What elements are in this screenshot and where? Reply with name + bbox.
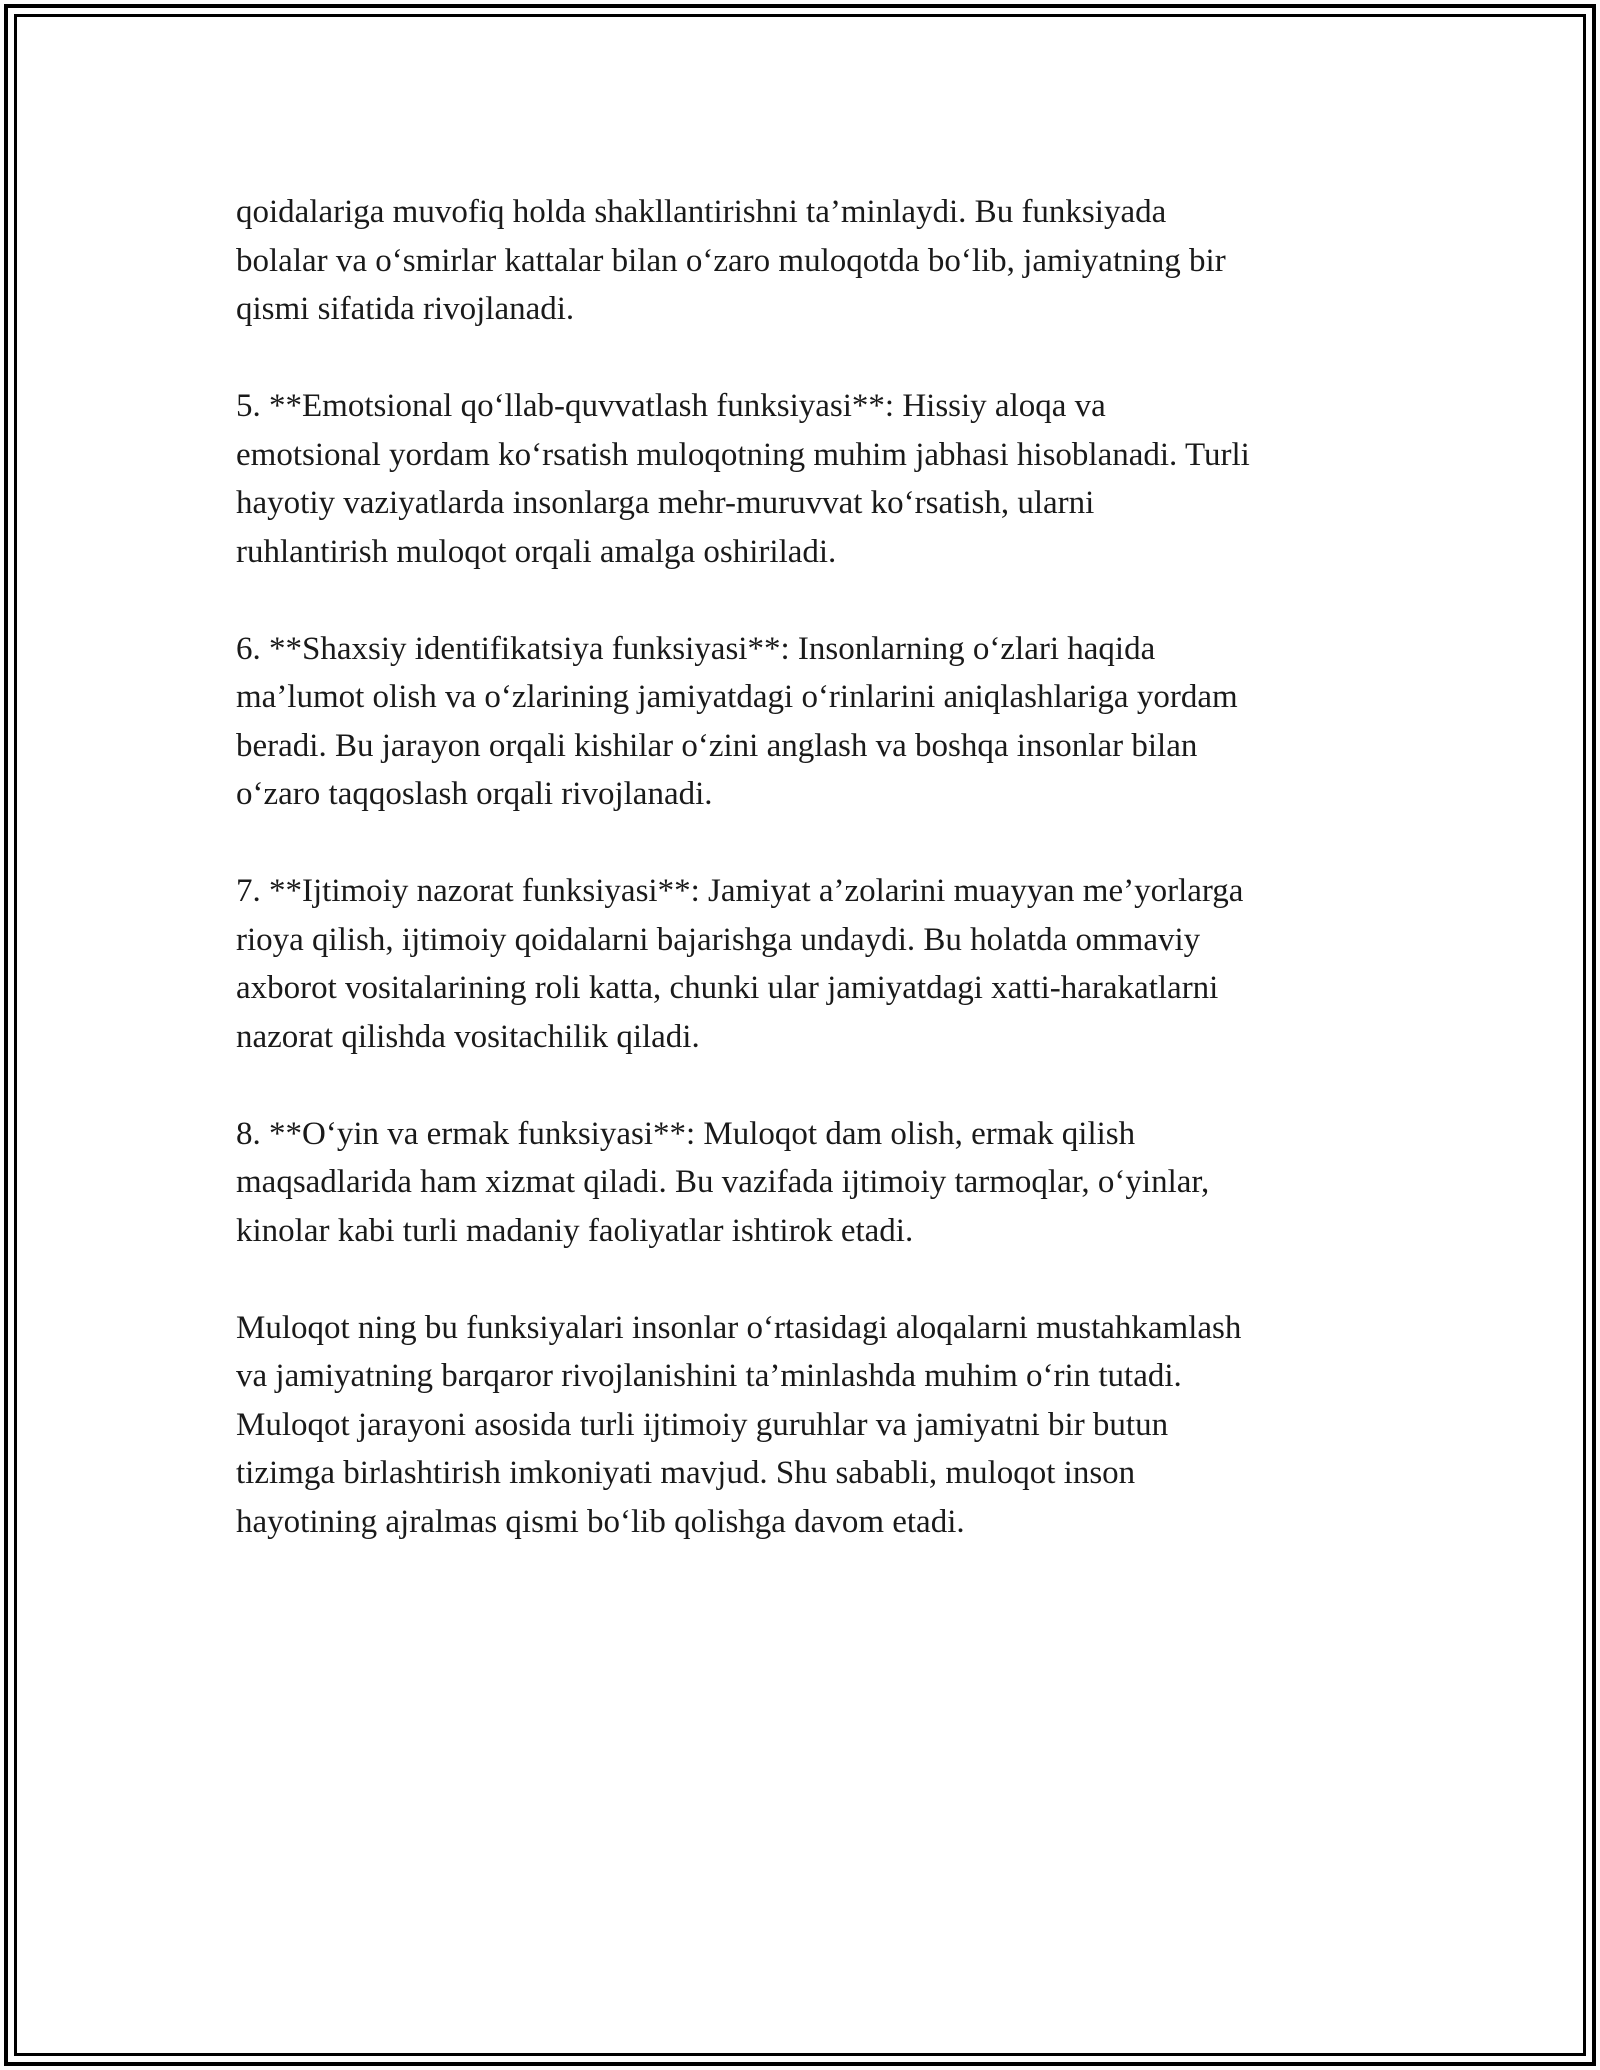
text-line: 6. **Shaxsiy identifikatsiya funksiyasi**: Insonlarning o‘zlari haqida — [236, 630, 1156, 667]
text-line: emotsional yordam ko‘rsatish muloqotning muhim jabhasi hisoblanadi. Turli — [236, 436, 1250, 473]
text-line: maqsadlarida ham xizmat qiladi. Bu vazifada ijtimoiy tarmoqlar, o‘yinlar, — [236, 1164, 1210, 1200]
paragraph-item-8 — [236, 1110, 1386, 1256]
text-line: hayotiy vaziyatlarda insonlarga mehr-muruvvat ko‘rsatish, ularni — [236, 485, 1095, 521]
text-line: bolalar va o‘smirlar kattalar bilan o‘zaro muloqotda bo‘lib, jamiyatning bir — [236, 242, 1226, 279]
text-line: o‘zaro taqqoslash orqali rivojlanadi. — [236, 776, 713, 812]
text-line: nazorat qilishda vositachilik qiladi. — [236, 1018, 700, 1055]
text-line: Muloqot ning bu funksiyalari insonlar o‘rtasidagi aloqalarni mustahkamlash — [236, 1309, 1242, 1346]
text-line: ma’lumot olish va o‘zlarining jamiyatdagi o‘rinlarini aniqlashlariga yordam — [236, 679, 1238, 715]
text-line: 8. **O‘yin va ermak funksiyasi**: Muloqot dam olish, ermak qilish — [236, 1115, 1136, 1152]
text-line: tizimga birlashtirish imkoniyati mavjud. Shu sababli, muloqot inson — [236, 1455, 1136, 1491]
text-line: 5. **Emotsional qo‘llab-quvvatlash funksiyasi**: Hissiy aloqa va — [236, 388, 1106, 424]
paragraph-intro-continuation — [236, 188, 1386, 334]
paragraph-conclusion — [236, 1304, 1386, 1547]
text-line: axborot vositalarining roli katta, chunki ular jamiyatdagi xatti-harakatlarni — [236, 970, 1219, 1006]
document-body — [236, 188, 1386, 1546]
paragraph-item-6 — [236, 625, 1386, 819]
text-line: va jamiyatning barqaror rivojlanishini ta’minlashda muhim o‘rin tutadi. — [236, 1358, 1182, 1394]
text-line: beradi. Bu jarayon orqali kishilar o‘zini anglash va boshqa insonlar bilan — [236, 727, 1198, 764]
text-line: Muloqot jarayoni asosida turli ijtimoiy guruhlar va jamiyatni bir butun — [236, 1406, 1169, 1443]
text-line: qismi sifatida rivojlanadi. — [236, 291, 575, 327]
text-line: 7. **Ijtimoiy nazorat funksiyasi**: Jamiyat a’zolarini muayyan me’yorlarga — [236, 873, 1244, 909]
text-line: ruhlantirish muloqot orqali amalga oshiriladi. — [236, 533, 837, 570]
text-line: rioya qilish, ijtimoiy qoidalarni bajarishga undaydi. Bu holatda ommaviy — [236, 921, 1201, 958]
paragraph-item-7 — [236, 867, 1386, 1061]
paragraph-item-5 — [236, 382, 1386, 576]
text-line: kinolar kabi turli madaniy faoliyatlar ishtirok etadi. — [236, 1212, 914, 1249]
text-line: hayotining ajralmas qismi bo‘lib qolishga davom etadi. — [236, 1503, 965, 1540]
text-line: qoidalariga muvofiq holda shakllantirishni ta’minlaydi. Bu funksiyada — [236, 194, 1167, 230]
